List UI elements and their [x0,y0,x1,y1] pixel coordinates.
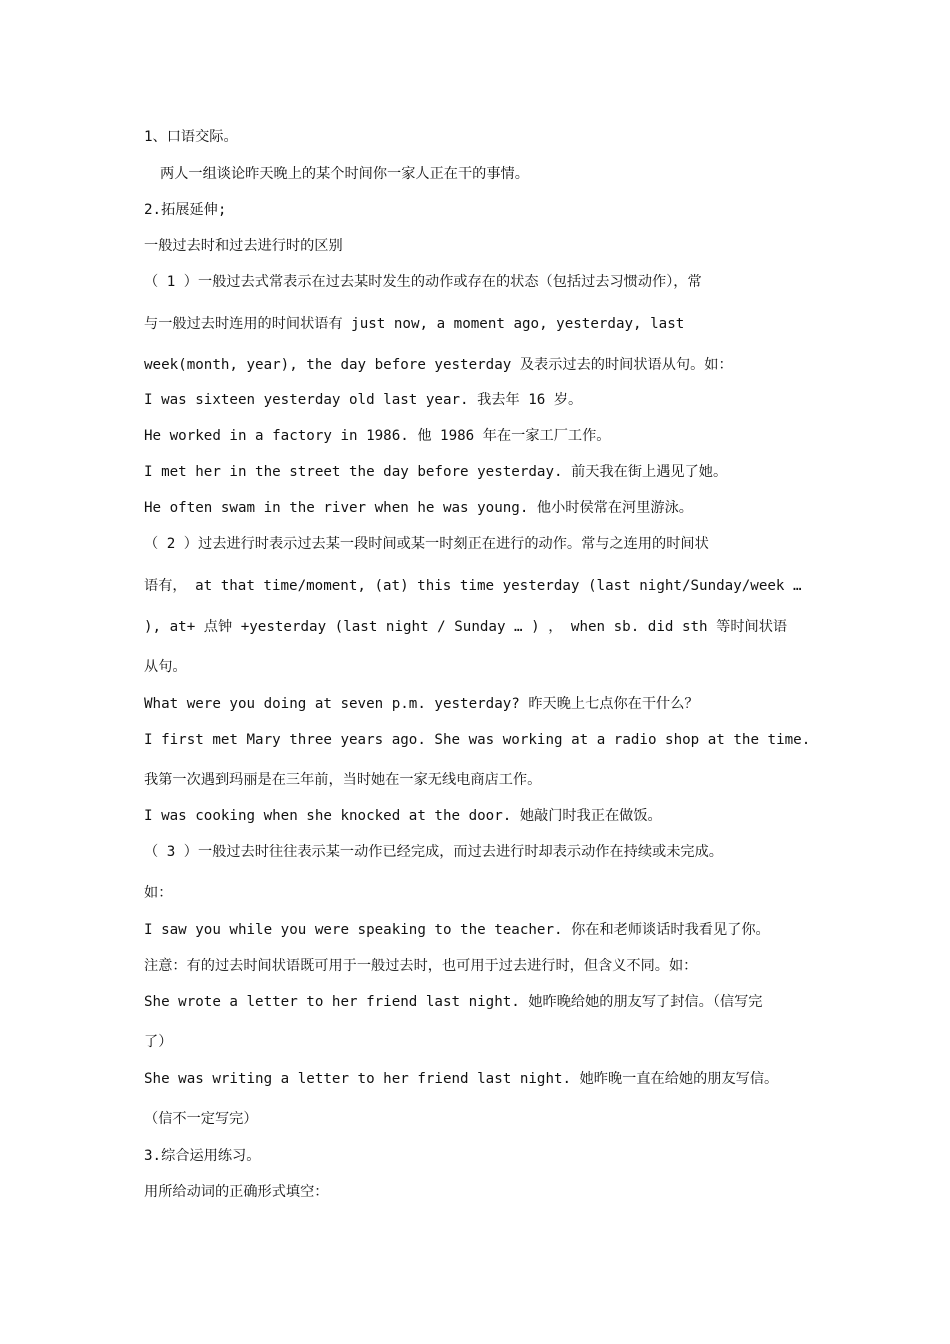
section-1-heading: 1、口语交际。 [144,129,238,145]
rule-2-text: （ 2 ）过去进行时表示过去某一段时间或某一时刻正在进行的动作。常与之连用的时间状 [144,536,709,552]
example-sentence: I saw you while you were speaking to the teacher. 你在和老师谈话时我看见了你。 [144,922,770,938]
example-sentence: She wrote a letter to her friend last night. 她昨晚给她的朋友写了封信。（信写完 [144,994,763,1010]
example-sentence: He worked in a factory in 1986. 他 1986 年在一家工厂工作。 [144,428,611,444]
note-text: 注意：有的过去时间状语既可用于一般过去时，也可用于过去进行时，但含义不同。如： [144,958,698,974]
example-sentence: I met her in the street the day before yesterday. 前天我在街上遇见了她。 [144,464,728,480]
rule-3-text: （ 3 ）一般过去时往往表示某一动作已经完成，而过去进行时却表示动作在持续或未完成。 [144,844,723,860]
example-translation: 我第一次遇到玛丽是在三年前，当时她在一家无线电商店工作。 [144,772,542,788]
example-sentence: He often swam in the river when he was young. 他小时侯常在河里游泳。 [144,500,693,516]
example-sentence-cont: （信不一定写完） [144,1111,258,1127]
exercise-instruction: 用所给动词的正确形式填空： [144,1184,329,1200]
example-sentence: She was writing a letter to her friend last night. 她昨晚一直在给她的朋友写信。 [144,1071,779,1087]
topic-title: 一般过去时和过去进行时的区别 [144,238,343,254]
rule-2-text-cont: 语有， at that time/moment, (at) this time yesterday (last night/Sunday/week … [144,578,802,594]
example-sentence-cont: 了） [144,1034,173,1050]
section-3-heading: 3.综合运用练习。 [144,1148,261,1164]
section-2-heading: 2.拓展延伸; [144,202,227,218]
example-sentence: I was sixteen yesterday old last year. 我去年 16 岁。 [144,392,583,408]
example-sentence: I was cooking when she knocked at the door. 她敲门时我正在做饭。 [144,808,662,824]
example-sentence: What were you doing at seven p.m. yesterday? 昨天晚上七点你在干什么？ [144,696,699,712]
rule-1-text-cont: week(month, year), the day before yesterday 及表示过去的时间状语从句。如： [144,357,733,373]
rule-1-text: （ 1 ）一般过去式常表示在过去某时发生的动作或存在的状态（包括过去习惯动作），常 [144,274,702,290]
rule-2-text-cont: 从句。 [144,659,187,675]
rule-3-text-cont: 如： [144,885,173,901]
speaking-task-text: 两人一组谈论昨天晚上的某个时间你一家人正在干的事情。 [160,166,529,182]
rule-2-text-cont: ), at+ 点钟 +yesterday (last night / Sunday … ) ， when sb. did sth 等时间状语 [144,619,788,635]
rule-1-text-cont: 与一般过去时连用的时间状语有 just now, a moment ago, yesterday, last [144,316,685,332]
example-sentence: I first met Mary three years ago. She was working at a radio shop at the time. [144,732,811,748]
